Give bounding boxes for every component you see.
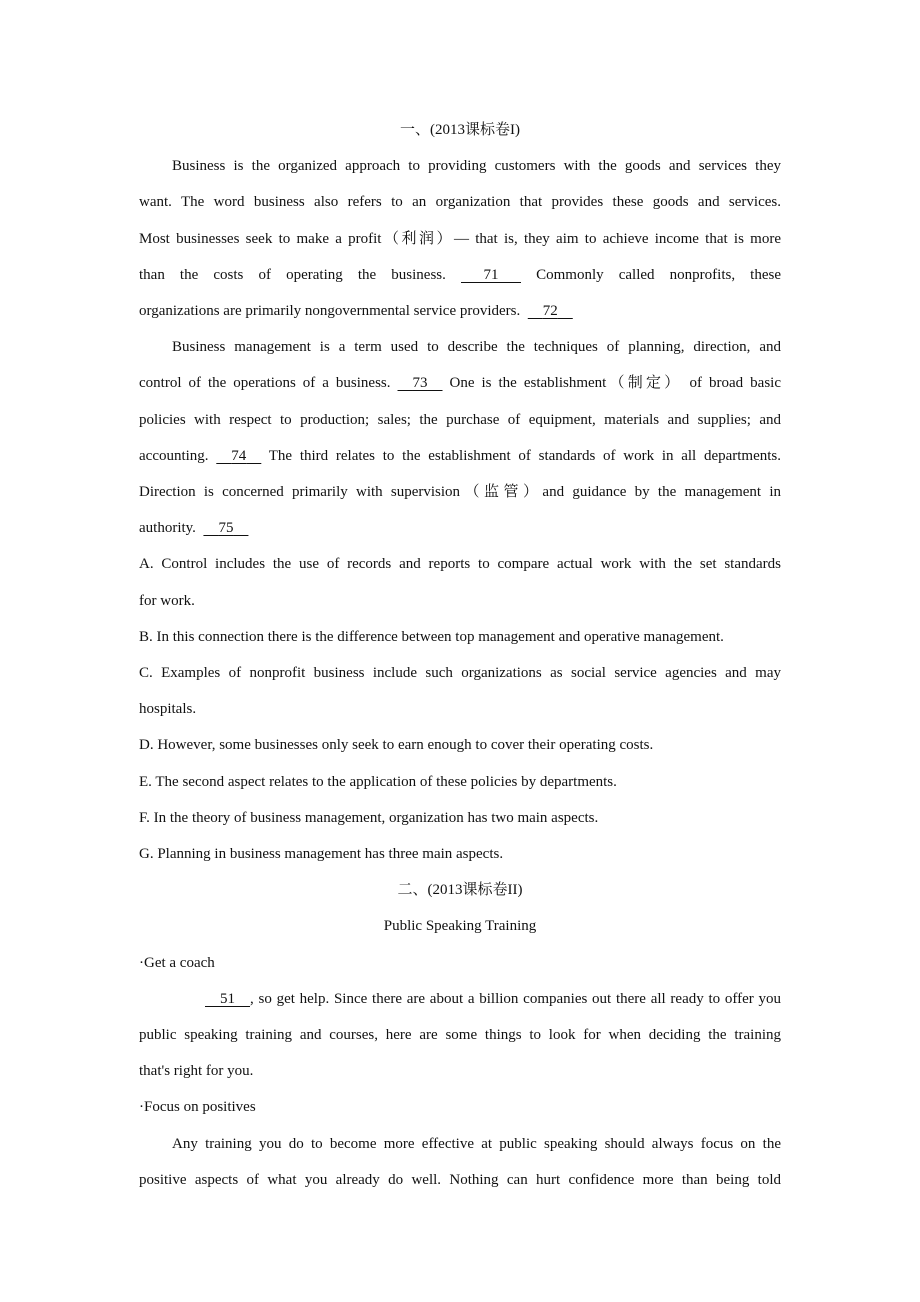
section1-paragraph-1: [139, 148, 781, 329]
blank-74: [216, 438, 261, 474]
option-f: F. In the theory of business management, organization has two main aspects.: [139, 809, 599, 826]
text-line: [139, 981, 781, 1017]
blank-75: [203, 510, 248, 546]
text-line: Business management is a term used to describe the techniques of planning, direction, and: [172, 339, 781, 356]
text-line: [139, 293, 781, 329]
blank-71: [461, 257, 521, 293]
text-line: Business is the organized approach to providing customers with the goods and services they: [172, 158, 781, 175]
text-line: public speaking training and courses, here are some things to look for when deciding the training: [139, 1027, 781, 1044]
blank-number: 51: [220, 990, 235, 1007]
blank-number: 72: [542, 303, 558, 320]
option-c-continued: hospitals.: [139, 701, 197, 718]
text-line: want. The word business also refers to an organization that provides these goods and services.: [139, 194, 781, 211]
section2-heading: 二、(2013课标卷II): [397, 882, 523, 899]
subhead-focus-on-positives: ·Focus on positives: [139, 1099, 256, 1116]
text-fragment: , so get help. Since there are about a billion companies out there all ready to offer you: [250, 990, 781, 1007]
text-fragment: One is the establishment（制定） of broad basic: [449, 375, 782, 392]
text-line: [139, 257, 781, 293]
text-line: positive aspects of what you already do well. Nothing can hurt confidence more than being told: [139, 1171, 781, 1188]
text-fragment: organizations are primarily nongovernmental service providers.: [139, 303, 521, 320]
text-fragment: than the costs of operating the business.: [139, 266, 446, 283]
text-line: Direction is concerned primarily with supervision（监管）and guidance by the management in: [139, 484, 781, 501]
text-line: [139, 438, 781, 474]
text-line: Most businesses seek to make a profit（利润）— that is, they aim to achieve income that is more: [139, 230, 781, 247]
section1-paragraph-2: [139, 329, 781, 546]
section1-heading: 一、(2013课标卷I): [400, 122, 520, 138]
option-a: A. Control includes the use of records and reports to compare actual work with the set standards: [139, 556, 781, 573]
section2-paragraph-2: [139, 1126, 781, 1198]
blank-51: [172, 981, 250, 1017]
option-c: C. Examples of nonprofit business include such organizations as social service agencies and may: [139, 665, 781, 682]
text-fragment: control of the operations of a business.: [139, 375, 391, 392]
subhead-get-a-coach: ·Get a coach: [139, 954, 215, 971]
blank-number: 71: [483, 266, 499, 283]
text-fragment: Commonly called nonprofits, these: [536, 266, 782, 283]
answer-options: [139, 546, 781, 872]
option-g: G. Planning in business management has three main aspects.: [139, 846, 504, 863]
blank-number: 74: [231, 447, 247, 464]
section2-title: Public Speaking Training: [383, 918, 537, 935]
text-line: Any training you do to become more effective at public speaking should always focus on the: [172, 1135, 781, 1152]
option-a-continued: for work.: [139, 592, 195, 609]
document-page: [139, 112, 781, 1198]
option-e: E. The second aspect relates to the application of these policies by departments.: [139, 773, 617, 790]
blank-72: [528, 293, 573, 329]
blank-number: 73: [412, 375, 428, 392]
section2-paragraph-1: [139, 981, 781, 1090]
text-line: [139, 365, 781, 401]
blank-73: [398, 365, 443, 401]
text-line: [139, 510, 781, 546]
option-d: D. However, some businesses only seek to earn enough to cover their operating costs.: [139, 737, 654, 754]
text-line: policies with respect to production; sales; the purchase of equipment, materials and supplies; and: [139, 411, 781, 428]
blank-number: 75: [218, 520, 234, 537]
text-line: that's right for you.: [139, 1063, 254, 1080]
text-fragment: The third relates to the establishment of standards of work in all departments.: [268, 447, 781, 464]
text-fragment: authority.: [139, 520, 196, 537]
option-b: B. In this connection there is the difference between top management and operative management.: [139, 628, 724, 645]
text-fragment: accounting.: [139, 447, 209, 464]
